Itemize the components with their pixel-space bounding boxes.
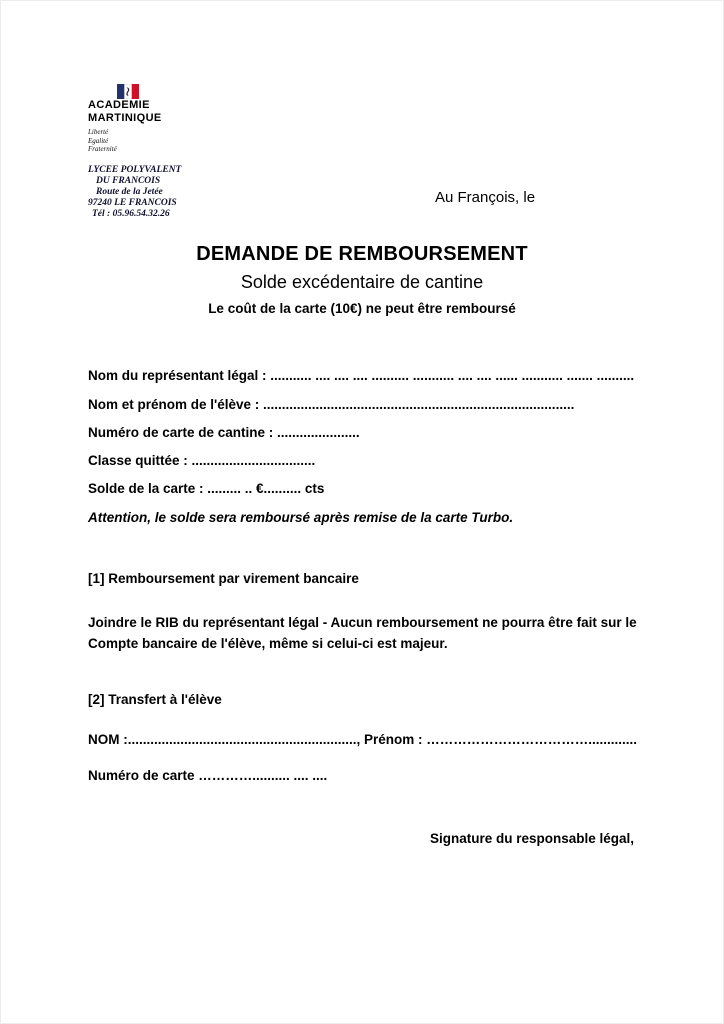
motto-egalite: Egalité — [88, 136, 109, 145]
motto-fraternite: Fraternité — [88, 145, 117, 153]
field-numero-carte-cantine: Numéro de carte de cantine : ...................... — [88, 425, 360, 440]
flag-red-band — [132, 84, 139, 99]
school-name-line1: LYCEE POLYVALENT — [88, 165, 182, 175]
school-phone: Tél : 05.96.54.32.26 — [92, 209, 170, 219]
school-address-block — [88, 165, 181, 220]
field-nom-prenom-eleve: Nom et prénom de l'élève : ................................................................................... — [88, 397, 575, 412]
place-date-line: Au François, le — [435, 189, 536, 206]
field-classe-quittee: Classe quittée : ................................. — [88, 453, 316, 468]
section1-body: Joindre le RIB du représentant légal - Aucun remboursement ne pourra être fait sur le Compte bancaire de l'élève, même si celui-ci est majeur. — [88, 615, 637, 651]
academy-block — [88, 99, 162, 125]
section2-heading: [2] Transfert à l'élève — [88, 692, 222, 707]
motto-liberte: Liberté — [88, 128, 109, 136]
french-flag-icon — [117, 84, 139, 99]
document-subtitle: Solde excédentaire de cantine — [240, 272, 484, 292]
academy-name-line1: ACADEMIE — [88, 99, 150, 111]
attention-note: Attention, le solde sera remboursé après remise de la carte Turbo. — [88, 510, 514, 525]
field-nom-prenom-transfert: NOM :............................................................., Prénom : ………………………………............. — [88, 732, 638, 747]
flag-blue-band — [117, 84, 124, 99]
motto-block — [88, 128, 117, 154]
academy-name-line2: MARTINIQUE — [88, 112, 162, 124]
document-title-note: Le coût de la carte (10€) ne peut être remboursé — [208, 301, 516, 316]
document-title: DEMANDE DE REMBOURSEMENT — [196, 243, 528, 265]
field-numero-carte-transfert: Numéro de carte ………….......... .... .... — [88, 768, 328, 783]
school-city: 97240 LE FRANCOIS — [88, 198, 177, 208]
section1-heading: [1] Remboursement par virement bancaire — [88, 571, 359, 586]
school-name-line2: DU FRANCOIS — [96, 176, 161, 186]
field-solde-carte: Solde de la carte : ......... .. €.......... cts — [88, 481, 325, 496]
field-representant-legal: Nom du représentant légal : ........... .... .... .... .......... ........... .... .... ...... ........... ....... .......... — [88, 368, 635, 383]
signature-label: Signature du responsable légal, — [430, 831, 635, 846]
school-street: Route de la Jetée — [96, 187, 163, 197]
